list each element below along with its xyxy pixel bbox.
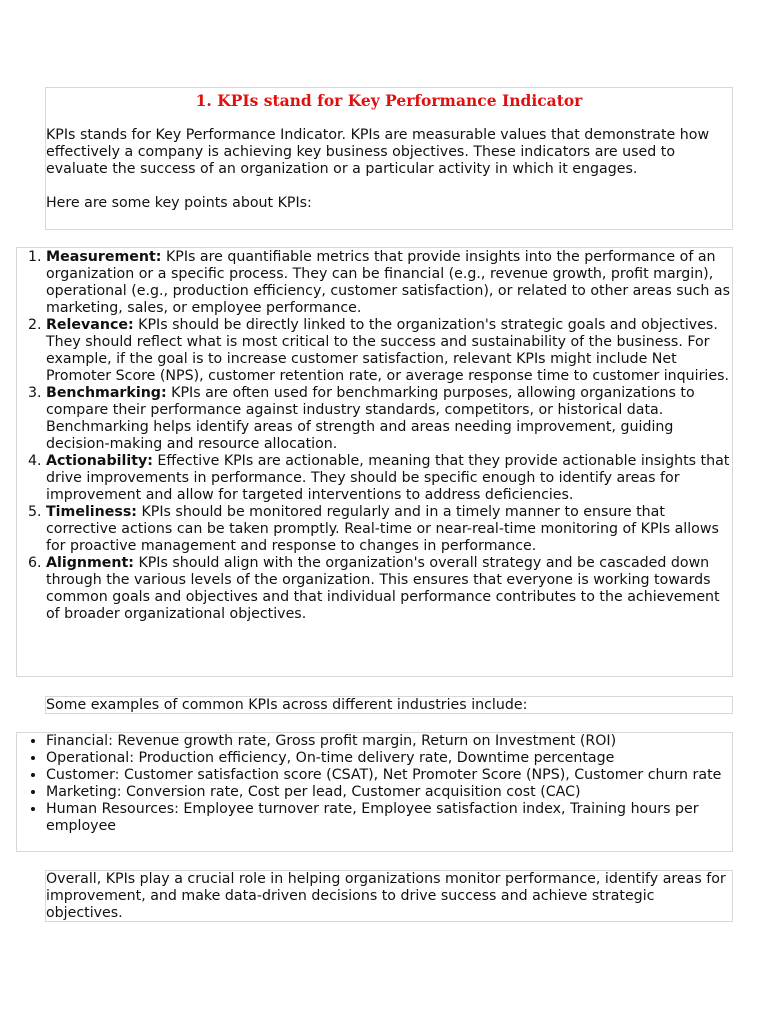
- key-point-term: Actionability:: [46, 453, 153, 469]
- key-point-item: [46, 317, 730, 385]
- examples-intro-section: [45, 696, 733, 714]
- paragraph-spacer: [46, 178, 732, 195]
- key-point-item: [46, 555, 730, 623]
- key-point-text: KPIs are often used for benchmarking purposes, allowing organizations to compare their performance against industry standards, competitors, or historical data. Benchmarking helps identify areas of strength and areas needing improvement, guiding decision-making and resource allocation.: [46, 385, 695, 452]
- key-point-text: KPIs should be monitored regularly and in a timely manner to ensure that corrective actions can be taken promptly. Real-time or near-real-time monitoring of KPIs allows for proactive management and response to changes in performance.: [46, 504, 719, 554]
- key-points-list: [17, 249, 732, 623]
- key-point-term: Alignment:: [46, 555, 134, 571]
- example-item: • Operational: Production efficiency, On-time delivery rate, Downtime percentage: [46, 750, 730, 767]
- key-points-lead-in: Here are some key points about KPIs:: [46, 195, 312, 211]
- example-item: • Customer: Customer satisfaction score (CSAT), Net Promoter Score (NPS), Customer churn rate: [46, 767, 730, 784]
- key-point-item: [46, 453, 730, 504]
- examples-intro-text: Some examples of common KPIs across different industries include:: [46, 697, 528, 713]
- key-point-text: KPIs should be directly linked to the organization's strategic goals and objectives. They should reflect what is most critical to the success and sustainability of the business. For example, if the goal is to increase customer satisfaction, relevant KPIs might include Net Promoter Score (NPS), customer retention rate, or average response time to customer inquiries.: [46, 317, 730, 384]
- examples-section: [16, 732, 733, 852]
- example-item: • Financial: Revenue growth rate, Gross profit margin, Return on Investment (ROI): [46, 733, 730, 750]
- key-points-section: [16, 247, 733, 677]
- conclusion-section: [45, 870, 733, 922]
- key-point-text: KPIs should align with the organization's overall strategy and be cascaded down through the various levels of the organization. This ensures that everyone is working towards common goals and objectives and that individual performance contributes to the achievement of broader organizational objectives.: [46, 555, 720, 622]
- key-point-text: Effective KPIs are actionable, meaning that they provide actionable insights that drive improvements in performance. They should be specific enough to identify areas for improvement and allow for targeted interventions to address deficiencies.: [46, 453, 730, 503]
- key-point-term: Measurement:: [46, 249, 162, 265]
- example-item: • Marketing: Conversion rate, Cost per lead, Customer acquisition cost (CAC): [46, 784, 730, 801]
- key-point-term: Timeliness:: [46, 504, 137, 520]
- key-point-item: [46, 504, 730, 555]
- intro-paragraph: KPIs stands for Key Performance Indicator. KPIs are measurable values that demonstrate how effectively a company is achieving key business objectives. These indicators are used to evaluate the success of an organization or a particular activity in which it engages.: [46, 127, 710, 177]
- key-point-text: KPIs are quantifiable metrics that provide insights into the performance of an organization or a specific process. They can be financial (e.g., revenue growth, profit margin), operational (e.g., production efficiency, customer satisfaction), or related to other areas such as marketing, sales, or employee performance.: [46, 249, 730, 316]
- document-title: 1. KPIs stand for Key Performance Indicator: [195, 91, 583, 110]
- key-point-item: [46, 249, 730, 317]
- key-point-term: Benchmarking:: [46, 385, 167, 401]
- conclusion-text: Overall, KPIs play a crucial role in helping organizations monitor performance, identify areas for improvement, and make data-driven decisions to drive success and achieve strategic objectives.: [46, 871, 726, 921]
- key-point-term: Relevance:: [46, 317, 134, 333]
- example-item: • Human Resources: Employee turnover rate, Employee satisfaction index, Training hours per employee: [46, 801, 730, 835]
- key-point-item: [46, 385, 730, 453]
- examples-list: [17, 733, 732, 835]
- intro-section: [45, 87, 733, 230]
